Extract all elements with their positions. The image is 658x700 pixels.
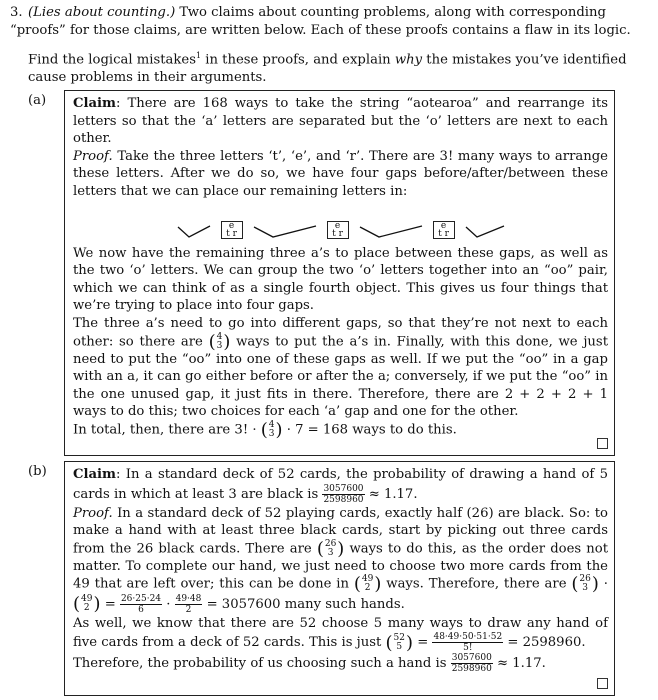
part-a-proof-p4: In total, then, there are 3! · ( 4 3 ) · 7 = 168 ways to do this. — [73, 419, 457, 441]
part-a-proof-p2: We now have the remaining three a’s to place between these gaps, as well as the two ‘o’ letters. We can group the two ‘o’ letters together into an “oo” pair, which we can think of as a single fourth object. This gives us four things that we’re trying to place into four gaps. — [73, 245, 608, 314]
part-b-box — [64, 461, 615, 696]
letter-tile: e t r — [327, 221, 349, 239]
instructions-why: why — [394, 52, 423, 68]
part-b-label: (b) — [28, 464, 47, 479]
part-a-proof-p3: The three a’s need to go into different gaps, so that they’re not next to each other: so there are ( 4 3 ) ways to put the a’s in. Finally, with this done, we just need to put the “oo” into one of these gaps as well. If we put the “oo” in a gap with an a, it can go either before or after the a; conversely, if we put the “oo” in the one unused gap, it just fits in there. Therefore, there are 2 + 2 + 2 + 1 ways to do this; two choices for each ‘a’ gap and one for the other. — [73, 315, 608, 420]
part-a-claim — [73, 95, 608, 148]
proof-text: Take the three letters ‘t’, ‘e’, and ‘r’. There are 3! many ways to arrange these letters. After we do so, we have four gaps before/after/between these letters that we can place our remaining letters in: — [73, 148, 608, 199]
problem-intro — [10, 4, 635, 87]
instructions-part-2: in these proofs, and explain — [201, 52, 395, 68]
problem-title: (Lies about counting.) — [28, 5, 176, 20]
binom-4-3: ( 4 3 ) — [260, 419, 283, 441]
probability-fraction: $\frac{3057600}{2598960}$ — [451, 653, 492, 675]
claim-text: : There are 168 ways to take the string “aotearoa” and rearrange its letters so that the ‘a’ letters are separated but the ‘o’ letters are next to each other. — [73, 96, 608, 147]
part-b-proof-p1: Proof. In a standard deck of 52 playing cards, exactly half (26) are black. So: to make a hand with at least three black cards, start by picking out three cards from the 26 black cards. There are ( 26 3 ) ways to do this, as the order does not matter. To complete our hand, we just need to choose two more cards from the 49 that are left over; this can be done in ( 49 2 ) ways. Therefore, there are ( 26 3 ) · ( 49 2 ) = $\frac{26\cdot 25\cdot 24}{6}$ · $\frac{49\cdot 48}{2}$ = 3057600 many such hands. — [73, 505, 608, 615]
fraction-52-choose-5: $\frac{48\cdot 49\cdot 50\cdot 51\cdot 52}{5!}$ — [433, 632, 503, 654]
part-b — [28, 461, 653, 697]
gap-check-icon — [177, 225, 211, 239]
part-b-proof-p2: As well, we know that there are 52 choose 5 many ways to draw any hand of five cards from a deck of 52 cards. This is just ( 52 5 ) = $\frac{48\cdot 49\cdot 50\cdot 51\cdot 52}{5!}$ = 2598960. — [73, 615, 608, 654]
claim-label: Claim — [73, 96, 117, 111]
part-b-claim: Claim: In a standard deck of 52 cards, the probability of drawing a hand of 5 cards in which at least 3 are black is $\frac{3057600}{2598960}$ ≈ 1.17. — [73, 467, 608, 505]
letter-tile: e t r — [433, 221, 455, 239]
gap-check-icon — [465, 225, 505, 239]
problem-instructions — [10, 47, 635, 87]
claim-label: Claim — [73, 467, 117, 482]
part-a — [28, 90, 653, 458]
gap-check-icon — [253, 225, 317, 239]
binom-26-3: ( 26 3 ) — [316, 538, 345, 560]
binom-52-5: ( 52 5 ) — [385, 632, 414, 654]
proof-label: Proof. — [73, 505, 113, 521]
qed-symbol — [597, 438, 608, 449]
part-a-proof-p1 — [73, 148, 608, 201]
gaps-diagram — [73, 209, 608, 239]
qed-symbol — [597, 678, 608, 689]
binom-26-3: ( 26 3 ) — [571, 573, 599, 595]
instructions-part-3: the mistakes you’ve identified cause problems in their arguments. — [28, 52, 627, 86]
fraction-26-25-24: $\frac{26\cdot 25\cdot 24}{6}$ — [120, 593, 162, 615]
problem-intro-text: Two claims about counting problems, along with corresponding “proofs” for those claims, are written below. Each of these proofs contains a flaw in its logic. — [10, 5, 631, 38]
binom-4-3: ( 4 3 ) — [208, 331, 231, 353]
part-a-box — [64, 90, 615, 456]
part-a-label: (a) — [28, 93, 47, 108]
letter-tile: e t r — [221, 221, 243, 239]
fraction-49-48: $\frac{49\cdot 48}{2}$ — [175, 593, 202, 615]
gap-check-icon — [359, 225, 423, 239]
proof-label: Proof. — [73, 148, 113, 164]
claim-fraction: $\frac{3057600}{2598960}$ — [323, 483, 364, 505]
binom-49-2: ( 49 2 ) — [353, 573, 382, 595]
binom-49-2: ( 49 2 ) — [73, 593, 101, 615]
problem-number: 3. — [10, 5, 23, 20]
part-b-proof-p3: Therefore, the probability of us choosing such a hand is $\frac{3057600}{2598960}$ ≈ 1.17. — [73, 653, 546, 675]
footnote-mark: 1 — [195, 51, 202, 61]
instructions-part-1: Find the logical mistakes — [28, 52, 196, 68]
